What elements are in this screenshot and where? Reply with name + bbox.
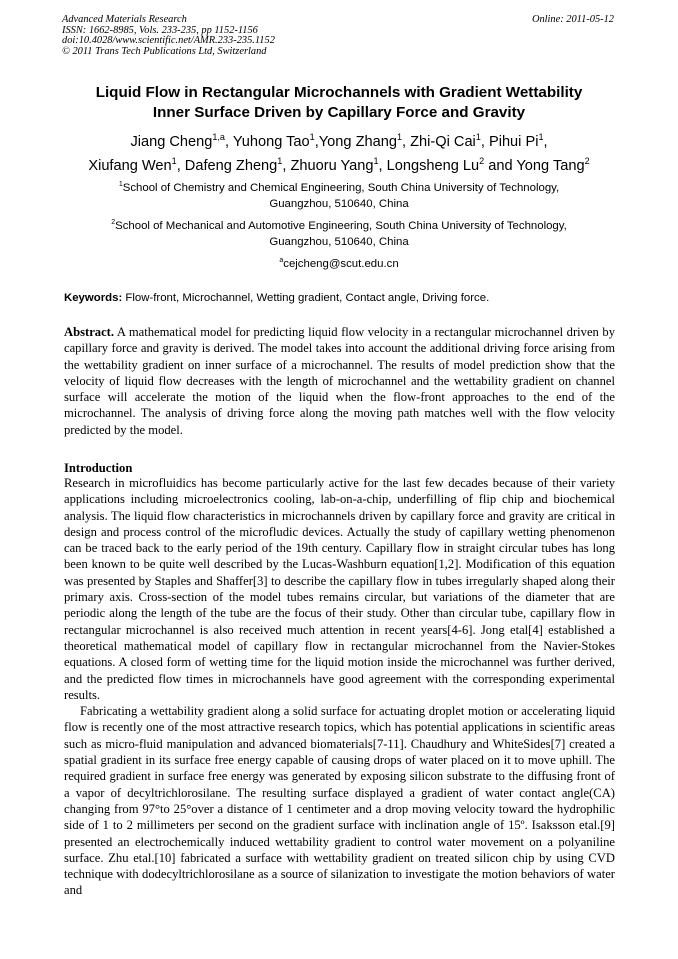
paragraph: Research in microfluidics has become particularly active for the last few decades because of their variety applications including microelectronics cooling, lab-on-a-chip, underfilling of flip chip and biochemical analysis. The liquid flow characteristics in microchannels driven by capillary force and gravity are critical in design and process control of the microfludic devices. Actually the study of capillary wetting phenomenon can be traced back to the early period of the 19th century. Capillary flow in straight circular tubes has long been known to be quite well described by the Lucas-Washburn equation[1,2]. Modification of this equation was presented by Staples and Shaffer[3] to describe the capillary flow in tubes irregularly shaped along their primary axis. Cross-section of the model tubes remains circular, but variations of the diameter that are periodic along the length of the tube are the focus of their study. Other than circular tube, capillary flow in rectangular microchannel is also received much attention in recent years[4-6]. Jong etal[4] established a theoretical mathematical model of capillary flow in rectangular microchannel from the Navier-Stokes equations. A closed form of wetting time for the liquid motion inside the microchannel was further derived, and the predicted flow times in microchannels have good agreement with the corresponding experimental results.: [64, 476, 615, 702]
paper-title: [40, 83, 638, 123]
online-date: Online: 2011-05-12: [531, 14, 614, 25]
doi-line: doi:10.4028/www.scientific.net/AMR.233-235.1152: [62, 35, 275, 47]
corresponding-email[interactable]: $^a$cejcheng@scut.edu.cn: [279, 257, 399, 270]
author: Yong Zhang$^1$,: [318, 132, 411, 150]
copyright-line: © 2011 Trans Tech Publications Ltd, Switzerland: [62, 45, 267, 57]
affiliation-1: $^1$School of Chemistry and Chemical Engineering, South China University of Technology, Guangzhou, 510640, China: [118, 181, 560, 210]
title-line-2: Inner Surface Driven by Capillary Force and Gravity: [152, 104, 526, 121]
affiliation-2: $^2$School of Mechanical and Automotive Engineering, South China University of Technology, Guangzhou, 510640, China: [111, 219, 567, 248]
keywords-label: Keywords:: [64, 292, 123, 304]
journal-name: Advanced Materials Research: [62, 14, 187, 25]
author: Longsheng Lu$^2$ and: [386, 156, 517, 174]
keywords: [64, 290, 624, 306]
author: Xiufang Wen$^1$,: [88, 156, 185, 174]
journal-header: [62, 15, 275, 57]
author: Yong Tang$^2$: [516, 156, 590, 174]
author: Zhi-Qi Cai$^1$,: [410, 132, 489, 150]
paragraph: Fabricating a wettability gradient along a solid surface for actuating droplet motion or accelerating liquid flow is recently one of the most attractive research topics, which has potential applications in scientific areas such as micro-fluid manipulation and advanced biomaterials[7-11]. Chaudhury and WhiteSides[7] created a spatial gradient in its surface free energy capable of causing drops of water placed on it to move uphill. The required gradient in surface free energy was generated by exposing silicon substrate to the diffusing front of a vapor of decyltrichlorosilane. The resulting surface displayed a gradient of water contact angle(CA) changing from 97°to 25°over a distance of 1 centimeter and a drop moving velocity toward the hydrophilic side of 1 to 2 millimeters per second on the gradient surface with inclination angle of 15º. Isaksson etal.[9] presented an electrochemically induced wettability gradient to control water movement on a polyaniline surface. Zhu etal.[10] fabricated a surface with wettability gradient on treated silicon chip by using CVD technique with dodecyltrichlorosilane as a source of silanization to investigate the motion behaviors of water and: [64, 704, 615, 898]
title-line-1: Liquid Flow in Rectangular Microchannels with Gradient Wettability: [95, 84, 583, 101]
issn-line: ISSN: 1662-8985, Vols. 233-235, pp 1152-1156: [62, 24, 258, 36]
introduction-body: [64, 475, 615, 899]
keywords-text: Flow-front, Microchannel, Wetting gradient, Contact angle, Driving force.: [125, 292, 490, 304]
author-list: [30, 130, 648, 178]
author: Dafeng Zheng$^1$,: [184, 156, 291, 174]
abstract-label: Abstract.: [64, 325, 115, 339]
author: Zhuoru Yang$^1$,: [290, 156, 387, 174]
author: Yuhong Tao$^1$,: [232, 132, 319, 150]
abstract-text: A mathematical model for predicting liquid flow velocity in a rectangular microchannel driven by capillary force and gravity is derived. The model takes into account the additional driving force arising from the wettability gradient on inner surface of a microchannel. The results of model prediction show that the velocity of liquid flow decreases with the length of microchannel and the wettability gradient on channel surface will accelerate the motion of the liquid when the flow-front approaches to the end of the microchannel. The analysis of driving force along the moving path matches well with the flow velocity predicted by the model.: [64, 325, 615, 437]
section-heading-introduction: Introduction: [64, 461, 133, 475]
author: Jiang Cheng$^{1,a}$,: [130, 132, 233, 150]
abstract: [64, 324, 615, 438]
author: Pihui Pi$^1$,: [488, 132, 548, 150]
